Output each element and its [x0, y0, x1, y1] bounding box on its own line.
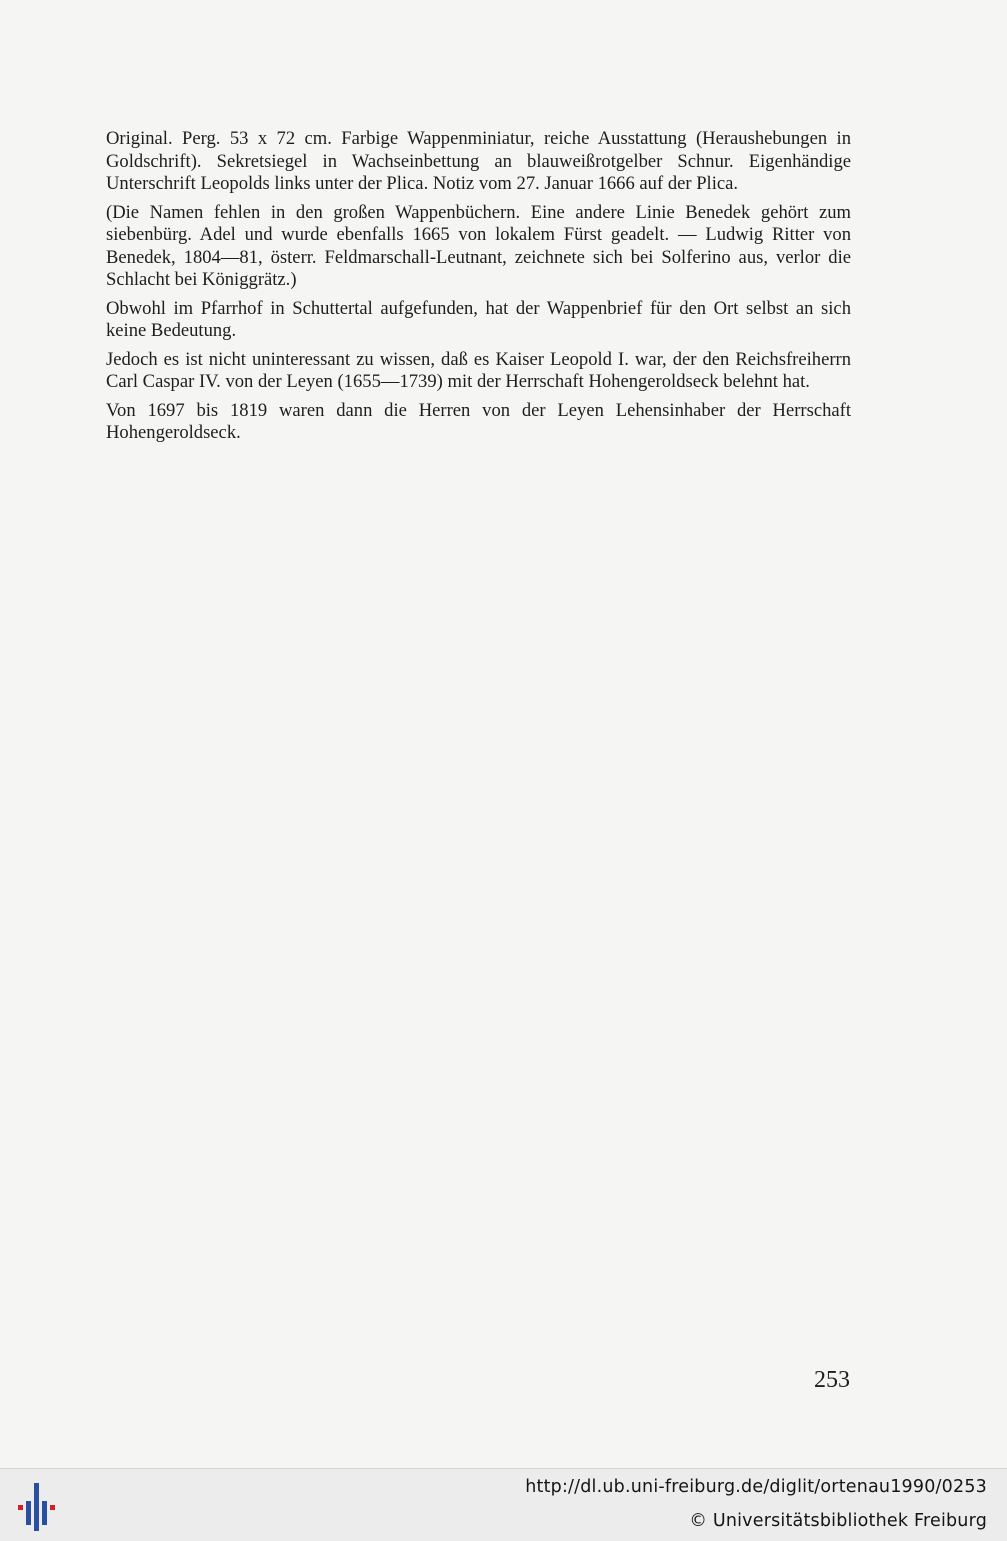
- ub-freiburg-logo-icon[interactable]: [14, 1479, 64, 1535]
- paragraph-leyen: Von 1697 bis 1819 waren dann die Herren von der Leyen Lehensinhaber der Herrschaft Hohengeroldseck.: [106, 399, 851, 443]
- footer-bar: [0, 1468, 1007, 1541]
- paragraph-note: (Die Namen fehlen in den großen Wappenbüchern. Eine andere Linie Benedek gehört zum siebenbürg. Adel und wurde ebenfalls 1665 von lokalem Fürst geadelt. — Ludwig Ritter von Benedek, 1804—81, österr. Feldmarschall-Leutnant, zeichnete sich bei Solferino aus, verlor die Schlacht bei Königgrätz.): [106, 201, 851, 290]
- paragraph-significance: Obwohl im Pfarrhof in Schuttertal aufgefunden, hat der Wappenbrief für den Ort selbst an sich keine Bedeutung.: [106, 297, 851, 341]
- paragraph-leopold: Jedoch es ist nicht uninteressant zu wissen, daß es Kaiser Leopold I. war, der den Reichsfreiherrn Carl Caspar IV. von der Leyen (1655—1739) mit der Herrschaft Hohengeroldseck belehnt hat.: [106, 348, 851, 392]
- document-url-link[interactable]: http://dl.ub.uni-freiburg.de/diglit/ortenau1990/0253: [525, 1477, 987, 1497]
- copyright-notice: © Universitätsbibliothek Freiburg: [689, 1511, 987, 1531]
- page-number: 253: [814, 1367, 850, 1393]
- body-text: [106, 128, 851, 451]
- paragraph-description: Original. Perg. 53 x 72 cm. Farbige Wappenminiatur, reiche Ausstattung (Heraushebungen in Goldschrift). Sekretsiegel in Wachseinbettung an blauweißrotgelber Schnur. Eigenhändige Unterschrift Leopolds links unter der Plica. Notiz vom 27. Januar 1666 auf der Plica.: [106, 128, 851, 194]
